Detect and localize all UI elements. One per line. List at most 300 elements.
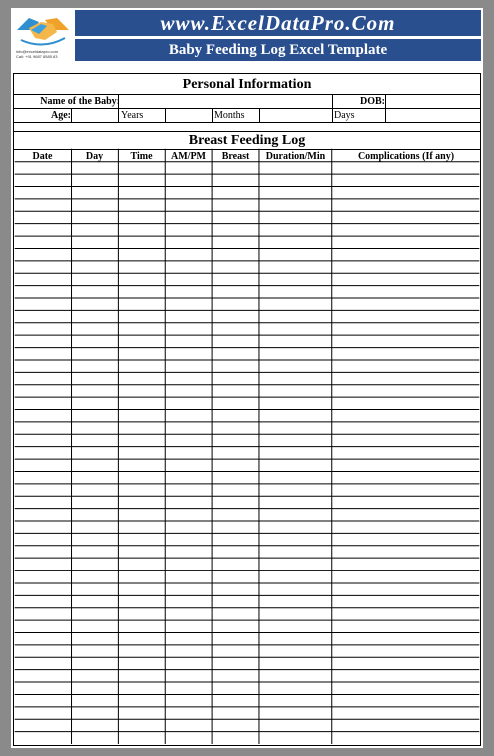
- log-cell[interactable]: [73, 646, 118, 656]
- log-cell[interactable]: [166, 584, 211, 594]
- log-cell[interactable]: [333, 584, 479, 594]
- log-cell[interactable]: [16, 621, 71, 631]
- log-cell[interactable]: [260, 386, 331, 396]
- log-cell[interactable]: [16, 212, 71, 222]
- log-cell[interactable]: [333, 163, 479, 173]
- log-cell[interactable]: [333, 485, 479, 495]
- log-cell[interactable]: [213, 485, 258, 495]
- log-cell[interactable]: [119, 708, 164, 718]
- log-cell[interactable]: [260, 336, 331, 346]
- log-cell[interactable]: [119, 534, 164, 544]
- log-cell[interactable]: [119, 671, 164, 681]
- log-cell[interactable]: [166, 249, 211, 259]
- log-cell[interactable]: [73, 522, 118, 532]
- log-cell[interactable]: [260, 671, 331, 681]
- log-cell[interactable]: [73, 634, 118, 644]
- log-cell[interactable]: [166, 435, 211, 445]
- log-cell[interactable]: [260, 683, 331, 693]
- log-cell[interactable]: [213, 423, 258, 433]
- log-cell[interactable]: [119, 572, 164, 582]
- log-cell[interactable]: [166, 398, 211, 408]
- log-cell[interactable]: [333, 262, 479, 272]
- log-cell[interactable]: [73, 287, 118, 297]
- log-cell[interactable]: [16, 373, 71, 383]
- log-cell[interactable]: [260, 311, 331, 321]
- log-cell[interactable]: [333, 336, 479, 346]
- log-cell[interactable]: [119, 448, 164, 458]
- log-cell[interactable]: [213, 398, 258, 408]
- log-cell[interactable]: [119, 609, 164, 619]
- log-cell[interactable]: [333, 547, 479, 557]
- log-cell[interactable]: [166, 336, 211, 346]
- log-cell[interactable]: [16, 596, 71, 606]
- log-cell[interactable]: [166, 386, 211, 396]
- log-cell[interactable]: [16, 411, 71, 421]
- log-cell[interactable]: [119, 311, 164, 321]
- log-cell[interactable]: [73, 188, 118, 198]
- log-cell[interactable]: [16, 200, 71, 210]
- log-cell[interactable]: [119, 237, 164, 247]
- log-cell[interactable]: [166, 299, 211, 309]
- log-cell[interactable]: [260, 559, 331, 569]
- log-cell[interactable]: [213, 237, 258, 247]
- log-cell[interactable]: [213, 646, 258, 656]
- log-cell[interactable]: [73, 448, 118, 458]
- log-cell[interactable]: [16, 287, 71, 297]
- log-cell[interactable]: [333, 460, 479, 470]
- log-cell[interactable]: [16, 188, 71, 198]
- log-cell[interactable]: [73, 572, 118, 582]
- log-cell[interactable]: [166, 720, 211, 730]
- log-cell[interactable]: [73, 299, 118, 309]
- log-cell[interactable]: [119, 472, 164, 482]
- log-cell[interactable]: [119, 249, 164, 259]
- log-cell[interactable]: [119, 299, 164, 309]
- log-cell[interactable]: [213, 547, 258, 557]
- log-cell[interactable]: [333, 349, 479, 359]
- log-cell[interactable]: [119, 584, 164, 594]
- log-cell[interactable]: [16, 634, 71, 644]
- log-cell[interactable]: [260, 733, 331, 743]
- log-cell[interactable]: [213, 460, 258, 470]
- log-cell[interactable]: [213, 411, 258, 421]
- log-cell[interactable]: [333, 448, 479, 458]
- log-cell[interactable]: [166, 324, 211, 334]
- log-cell[interactable]: [260, 188, 331, 198]
- log-cell[interactable]: [16, 708, 71, 718]
- log-cell[interactable]: [166, 311, 211, 321]
- log-cell[interactable]: [16, 274, 71, 284]
- log-cell[interactable]: [213, 683, 258, 693]
- log-cell[interactable]: [260, 361, 331, 371]
- log-cell[interactable]: [213, 188, 258, 198]
- log-cell[interactable]: [333, 373, 479, 383]
- log-cell[interactable]: [333, 423, 479, 433]
- log-cell[interactable]: [119, 460, 164, 470]
- log-cell[interactable]: [119, 200, 164, 210]
- log-cell[interactable]: [333, 200, 479, 210]
- log-cell[interactable]: [166, 212, 211, 222]
- log-cell[interactable]: [119, 163, 164, 173]
- log-cell[interactable]: [166, 534, 211, 544]
- log-cell[interactable]: [16, 175, 71, 185]
- log-cell[interactable]: [260, 584, 331, 594]
- log-cell[interactable]: [16, 609, 71, 619]
- log-cell[interactable]: [333, 188, 479, 198]
- log-cell[interactable]: [119, 188, 164, 198]
- log-cell[interactable]: [213, 163, 258, 173]
- log-cell[interactable]: [260, 237, 331, 247]
- log-cell[interactable]: [166, 175, 211, 185]
- log-cell[interactable]: [333, 287, 479, 297]
- log-cell[interactable]: [333, 435, 479, 445]
- log-cell[interactable]: [166, 485, 211, 495]
- log-cell[interactable]: [213, 658, 258, 668]
- log-cell[interactable]: [119, 547, 164, 557]
- log-cell[interactable]: [260, 510, 331, 520]
- log-cell[interactable]: [333, 411, 479, 421]
- log-cell[interactable]: [119, 733, 164, 743]
- log-cell[interactable]: [260, 411, 331, 421]
- log-cell[interactable]: [166, 621, 211, 631]
- log-cell[interactable]: [166, 411, 211, 421]
- log-cell[interactable]: [213, 361, 258, 371]
- log-cell[interactable]: [73, 249, 118, 259]
- log-cell[interactable]: [333, 324, 479, 334]
- log-cell[interactable]: [73, 621, 118, 631]
- log-cell[interactable]: [333, 311, 479, 321]
- log-cell[interactable]: [213, 609, 258, 619]
- log-cell[interactable]: [166, 497, 211, 507]
- log-cell[interactable]: [260, 262, 331, 272]
- log-cell[interactable]: [119, 510, 164, 520]
- log-cell[interactable]: [73, 398, 118, 408]
- log-cell[interactable]: [260, 534, 331, 544]
- log-cell[interactable]: [260, 349, 331, 359]
- log-cell[interactable]: [166, 163, 211, 173]
- log-cell[interactable]: [260, 497, 331, 507]
- log-cell[interactable]: [333, 609, 479, 619]
- log-cell[interactable]: [213, 733, 258, 743]
- log-cell[interactable]: [260, 621, 331, 631]
- log-cell[interactable]: [333, 658, 479, 668]
- log-cell[interactable]: [333, 720, 479, 730]
- log-cell[interactable]: [260, 572, 331, 582]
- log-cell[interactable]: [119, 361, 164, 371]
- log-cell[interactable]: [73, 262, 118, 272]
- log-cell[interactable]: [73, 510, 118, 520]
- log-cell[interactable]: [260, 175, 331, 185]
- log-cell[interactable]: [73, 584, 118, 594]
- log-cell[interactable]: [73, 200, 118, 210]
- log-cell[interactable]: [119, 485, 164, 495]
- log-cell[interactable]: [213, 472, 258, 482]
- log-cell[interactable]: [119, 336, 164, 346]
- log-cell[interactable]: [213, 572, 258, 582]
- log-cell[interactable]: [213, 435, 258, 445]
- log-cell[interactable]: [16, 671, 71, 681]
- log-cell[interactable]: [73, 336, 118, 346]
- log-cell[interactable]: [119, 435, 164, 445]
- log-cell[interactable]: [260, 225, 331, 235]
- log-cell[interactable]: [260, 708, 331, 718]
- log-cell[interactable]: [260, 720, 331, 730]
- log-cell[interactable]: [166, 510, 211, 520]
- log-cell[interactable]: [119, 720, 164, 730]
- log-cell[interactable]: [166, 262, 211, 272]
- log-cell[interactable]: [119, 324, 164, 334]
- log-cell[interactable]: [73, 708, 118, 718]
- log-cell[interactable]: [260, 249, 331, 259]
- log-cell[interactable]: [16, 349, 71, 359]
- log-cell[interactable]: [213, 225, 258, 235]
- log-cell[interactable]: [213, 534, 258, 544]
- log-cell[interactable]: [73, 423, 118, 433]
- log-cell[interactable]: [73, 163, 118, 173]
- log-cell[interactable]: [73, 534, 118, 544]
- log-cell[interactable]: [213, 274, 258, 284]
- log-cell[interactable]: [333, 497, 479, 507]
- log-cell[interactable]: [73, 460, 118, 470]
- log-cell[interactable]: [16, 547, 71, 557]
- log-cell[interactable]: [333, 237, 479, 247]
- log-cell[interactable]: [333, 572, 479, 582]
- log-cell[interactable]: [333, 634, 479, 644]
- log-cell[interactable]: [166, 287, 211, 297]
- log-cell[interactable]: [16, 299, 71, 309]
- log-cell[interactable]: [260, 423, 331, 433]
- log-cell[interactable]: [260, 398, 331, 408]
- log-cell[interactable]: [213, 262, 258, 272]
- log-cell[interactable]: [166, 361, 211, 371]
- log-cell[interactable]: [73, 720, 118, 730]
- log-cell[interactable]: [73, 373, 118, 383]
- log-cell[interactable]: [333, 695, 479, 705]
- log-cell[interactable]: [213, 621, 258, 631]
- log-cell[interactable]: [213, 634, 258, 644]
- log-cell[interactable]: [166, 547, 211, 557]
- log-cell[interactable]: [16, 163, 71, 173]
- log-cell[interactable]: [166, 695, 211, 705]
- log-cell[interactable]: [333, 175, 479, 185]
- log-cell[interactable]: [213, 324, 258, 334]
- log-cell[interactable]: [213, 200, 258, 210]
- log-cell[interactable]: [166, 373, 211, 383]
- log-cell[interactable]: [260, 448, 331, 458]
- log-cell[interactable]: [260, 547, 331, 557]
- log-cell[interactable]: [260, 485, 331, 495]
- log-cell[interactable]: [73, 386, 118, 396]
- log-cell[interactable]: [119, 212, 164, 222]
- log-cell[interactable]: [333, 522, 479, 532]
- log-cell[interactable]: [119, 522, 164, 532]
- log-cell[interactable]: [119, 349, 164, 359]
- log-cell[interactable]: [333, 671, 479, 681]
- log-cell[interactable]: [166, 472, 211, 482]
- log-cell[interactable]: [119, 287, 164, 297]
- log-cell[interactable]: [166, 683, 211, 693]
- log-cell[interactable]: [16, 485, 71, 495]
- log-cell[interactable]: [333, 646, 479, 656]
- log-cell[interactable]: [73, 472, 118, 482]
- log-cell[interactable]: [73, 212, 118, 222]
- log-cell[interactable]: [333, 225, 479, 235]
- log-cell[interactable]: [73, 695, 118, 705]
- log-cell[interactable]: [16, 720, 71, 730]
- log-cell[interactable]: [260, 646, 331, 656]
- log-cell[interactable]: [260, 274, 331, 284]
- log-cell[interactable]: [166, 609, 211, 619]
- log-cell[interactable]: [73, 324, 118, 334]
- log-cell[interactable]: [119, 596, 164, 606]
- log-cell[interactable]: [213, 671, 258, 681]
- log-cell[interactable]: [119, 373, 164, 383]
- log-cell[interactable]: [166, 237, 211, 247]
- log-cell[interactable]: [333, 510, 479, 520]
- log-cell[interactable]: [260, 695, 331, 705]
- log-cell[interactable]: [213, 175, 258, 185]
- log-cell[interactable]: [333, 274, 479, 284]
- log-cell[interactable]: [73, 547, 118, 557]
- log-cell[interactable]: [16, 262, 71, 272]
- log-cell[interactable]: [213, 510, 258, 520]
- log-cell[interactable]: [260, 596, 331, 606]
- log-cell[interactable]: [119, 398, 164, 408]
- log-cell[interactable]: [119, 634, 164, 644]
- log-cell[interactable]: [166, 522, 211, 532]
- log-cell[interactable]: [16, 733, 71, 743]
- log-cell[interactable]: [213, 311, 258, 321]
- log-cell[interactable]: [213, 212, 258, 222]
- log-cell[interactable]: [333, 472, 479, 482]
- log-cell[interactable]: [16, 398, 71, 408]
- log-cell[interactable]: [166, 460, 211, 470]
- log-cell[interactable]: [73, 609, 118, 619]
- log-cell[interactable]: [16, 311, 71, 321]
- log-cell[interactable]: [119, 262, 164, 272]
- log-cell[interactable]: [16, 386, 71, 396]
- log-cell[interactable]: [16, 572, 71, 582]
- log-cell[interactable]: [213, 559, 258, 569]
- log-cell[interactable]: [260, 472, 331, 482]
- log-cell[interactable]: [119, 225, 164, 235]
- log-cell[interactable]: [333, 683, 479, 693]
- log-cell[interactable]: [213, 522, 258, 532]
- log-cell[interactable]: [16, 522, 71, 532]
- log-cell[interactable]: [213, 287, 258, 297]
- log-cell[interactable]: [16, 361, 71, 371]
- log-cell[interactable]: [73, 435, 118, 445]
- log-cell[interactable]: [119, 497, 164, 507]
- log-cell[interactable]: [16, 448, 71, 458]
- log-cell[interactable]: [260, 522, 331, 532]
- log-cell[interactable]: [333, 386, 479, 396]
- log-cell[interactable]: [166, 274, 211, 284]
- log-cell[interactable]: [119, 175, 164, 185]
- log-cell[interactable]: [166, 671, 211, 681]
- log-cell[interactable]: [73, 497, 118, 507]
- log-cell[interactable]: [16, 249, 71, 259]
- log-cell[interactable]: [16, 237, 71, 247]
- log-cell[interactable]: [73, 225, 118, 235]
- log-cell[interactable]: [260, 200, 331, 210]
- log-cell[interactable]: [260, 163, 331, 173]
- log-cell[interactable]: [73, 175, 118, 185]
- log-cell[interactable]: [73, 671, 118, 681]
- log-cell[interactable]: [166, 646, 211, 656]
- log-cell[interactable]: [73, 559, 118, 569]
- log-cell[interactable]: [73, 349, 118, 359]
- log-cell[interactable]: [73, 596, 118, 606]
- log-cell[interactable]: [16, 646, 71, 656]
- log-cell[interactable]: [16, 472, 71, 482]
- log-cell[interactable]: [16, 695, 71, 705]
- log-cell[interactable]: [166, 423, 211, 433]
- log-cell[interactable]: [333, 596, 479, 606]
- log-cell[interactable]: [166, 200, 211, 210]
- log-cell[interactable]: [333, 708, 479, 718]
- log-cell[interactable]: [73, 361, 118, 371]
- log-cell[interactable]: [333, 559, 479, 569]
- log-cell[interactable]: [16, 510, 71, 520]
- log-cell[interactable]: [16, 683, 71, 693]
- log-cell[interactable]: [333, 398, 479, 408]
- log-cell[interactable]: [16, 658, 71, 668]
- log-cell[interactable]: [213, 720, 258, 730]
- log-cell[interactable]: [260, 435, 331, 445]
- log-cell[interactable]: [213, 708, 258, 718]
- log-cell[interactable]: [16, 534, 71, 544]
- log-cell[interactable]: [16, 324, 71, 334]
- log-cell[interactable]: [260, 460, 331, 470]
- log-cell[interactable]: [213, 373, 258, 383]
- log-cell[interactable]: [213, 448, 258, 458]
- log-cell[interactable]: [260, 658, 331, 668]
- log-cell[interactable]: [213, 584, 258, 594]
- log-cell[interactable]: [166, 708, 211, 718]
- log-cell[interactable]: [166, 596, 211, 606]
- log-cell[interactable]: [16, 559, 71, 569]
- log-cell[interactable]: [119, 559, 164, 569]
- log-cell[interactable]: [213, 497, 258, 507]
- log-cell[interactable]: [166, 448, 211, 458]
- log-cell[interactable]: [16, 460, 71, 470]
- log-cell[interactable]: [213, 336, 258, 346]
- log-cell[interactable]: [213, 695, 258, 705]
- log-cell[interactable]: [73, 411, 118, 421]
- log-cell[interactable]: [333, 733, 479, 743]
- log-cell[interactable]: [119, 695, 164, 705]
- log-cell[interactable]: [260, 373, 331, 383]
- log-cell[interactable]: [119, 274, 164, 284]
- log-cell[interactable]: [333, 299, 479, 309]
- log-cell[interactable]: [119, 386, 164, 396]
- log-cell[interactable]: [73, 733, 118, 743]
- log-cell[interactable]: [333, 249, 479, 259]
- log-cell[interactable]: [213, 349, 258, 359]
- log-cell[interactable]: [16, 225, 71, 235]
- log-cell[interactable]: [73, 658, 118, 668]
- log-cell[interactable]: [166, 349, 211, 359]
- log-cell[interactable]: [166, 572, 211, 582]
- log-cell[interactable]: [119, 683, 164, 693]
- log-cell[interactable]: [166, 559, 211, 569]
- log-cell[interactable]: [119, 411, 164, 421]
- log-cell[interactable]: [260, 299, 331, 309]
- log-cell[interactable]: [333, 361, 479, 371]
- log-cell[interactable]: [73, 237, 118, 247]
- log-cell[interactable]: [166, 658, 211, 668]
